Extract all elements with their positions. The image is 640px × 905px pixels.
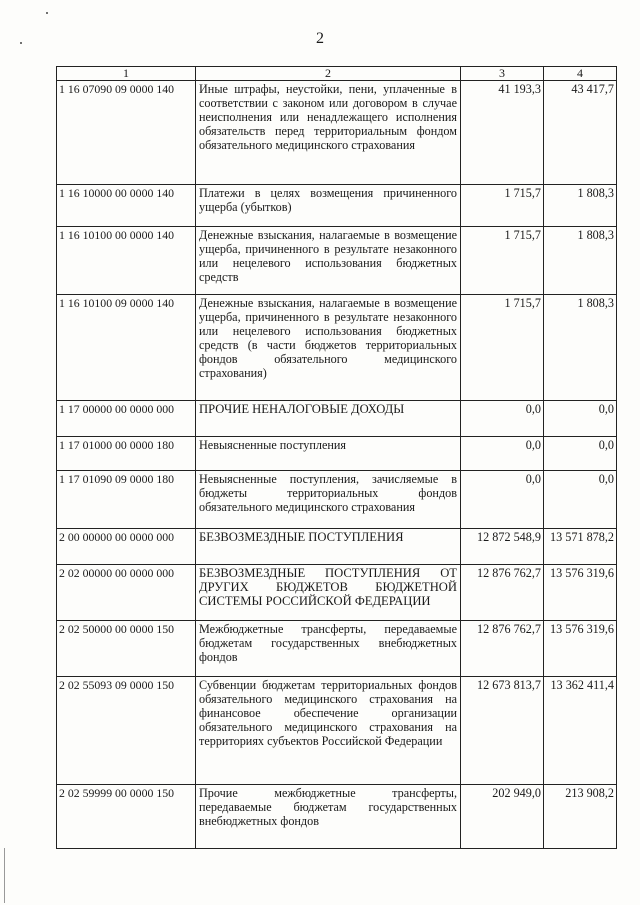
- row-name: Иные штрафы, неустойки, пени, уплаченные в соответствии с законом или договором в случае неисполнения или ненадлежащего исполнения обязательств перед территориальным фондом обязательного медицинского страхования: [196, 81, 461, 185]
- row-value-4: 0,0: [544, 471, 617, 529]
- table-row: [57, 471, 617, 529]
- row-value-4: 1 808,3: [544, 185, 617, 227]
- row-code: 2 02 50000 00 0000 150: [57, 621, 196, 677]
- header-cell: 4: [544, 67, 617, 81]
- row-value-4: 13 571 878,2: [544, 529, 617, 565]
- row-name: Денежные взыскания, налагаемые в возмещение ущерба, причиненного в результате незаконного или нецелевого использования бюджетных средств (в части бюджетов территориальных фондов обязательного медицинского страхования): [196, 295, 461, 401]
- header-row: [57, 67, 617, 81]
- table-row: [57, 227, 617, 295]
- row-code: 1 17 01000 00 0000 180: [57, 437, 196, 471]
- row-code: 2 00 00000 00 0000 000: [57, 529, 196, 565]
- header-cell: 3: [461, 67, 544, 81]
- row-name: Денежные взыскания, налагаемые в возмещение ущерба, причиненного в результате незаконного или нецелевого использования бюджетных средств: [196, 227, 461, 295]
- row-code: 1 16 10100 00 0000 140: [57, 227, 196, 295]
- row-value-4: 43 417,7: [544, 81, 617, 185]
- row-value-3: 12 872 548,9: [461, 529, 544, 565]
- row-value-3: 41 193,3: [461, 81, 544, 185]
- row-name: Субвенции бюджетам территориальных фондов обязательного медицинского страхования на финансовое обеспечение организации обязательного медицинского страхования на территориях субъектов Российской Федерации: [196, 677, 461, 785]
- row-value-4: 1 808,3: [544, 227, 617, 295]
- table-row: [57, 565, 617, 621]
- row-code: 2 02 55093 09 0000 150: [57, 677, 196, 785]
- table-row: [57, 677, 617, 785]
- page-number: 2: [316, 30, 324, 47]
- header-cell: 2: [196, 67, 461, 81]
- row-value-4: 0,0: [544, 437, 617, 471]
- row-code: 1 16 10100 09 0000 140: [57, 295, 196, 401]
- row-value-4: 13 362 411,4: [544, 677, 617, 785]
- row-code: 1 16 07090 09 0000 140: [57, 81, 196, 185]
- row-name: Невыясненные поступления: [196, 437, 461, 471]
- row-value-4: 0,0: [544, 401, 617, 437]
- scan-speck: [46, 12, 48, 14]
- row-value-4: 213 908,2: [544, 785, 617, 849]
- row-name: БЕЗВОЗМЕЗДНЫЕ ПОСТУПЛЕНИЯ ОТ ДРУГИХ БЮДЖЕТОВ БЮДЖЕТНОЙ СИСТЕМЫ РОССИЙСКОЙ ФЕДЕРАЦИИ: [196, 565, 461, 621]
- row-value-3: 0,0: [461, 471, 544, 529]
- row-code: 1 17 01090 09 0000 180: [57, 471, 196, 529]
- row-value-3: 1 715,7: [461, 295, 544, 401]
- row-value-4: 13 576 319,6: [544, 621, 617, 677]
- row-name: Межбюджетные трансферты, передаваемые бюджетам государственных внебюджетных фондов: [196, 621, 461, 677]
- table-row: [57, 81, 617, 185]
- table-row: [57, 401, 617, 437]
- table-row: [57, 185, 617, 227]
- row-value-3: 12 876 762,7: [461, 565, 544, 621]
- revenue-table: [56, 66, 617, 849]
- table-row: [57, 621, 617, 677]
- row-name: Невыясненные поступления, зачисляемые в бюджеты территориальных фондов обязательного медицинского страхования: [196, 471, 461, 529]
- row-code: 1 16 10000 00 0000 140: [57, 185, 196, 227]
- row-code: 1 17 00000 00 0000 000: [57, 401, 196, 437]
- table-row: [57, 295, 617, 401]
- table-row: [57, 437, 617, 471]
- row-name: БЕЗВОЗМЕЗДНЫЕ ПОСТУПЛЕНИЯ: [196, 529, 461, 565]
- row-value-3: 0,0: [461, 437, 544, 471]
- row-value-3: 12 673 813,7: [461, 677, 544, 785]
- table-row: [57, 785, 617, 849]
- row-value-3: 12 876 762,7: [461, 621, 544, 677]
- row-value-3: 1 715,7: [461, 227, 544, 295]
- row-value-3: 0,0: [461, 401, 544, 437]
- row-name: Платежи в целях возмещения причиненного ущерба (убытков): [196, 185, 461, 227]
- row-code: 2 02 00000 00 0000 000: [57, 565, 196, 621]
- row-value-3: 1 715,7: [461, 185, 544, 227]
- scan-margin-line: [4, 848, 5, 903]
- row-name: ПРОЧИЕ НЕНАЛОГОВЫЕ ДОХОДЫ: [196, 401, 461, 437]
- header-cell: 1: [57, 67, 196, 81]
- row-name: Прочие межбюджетные трансферты, передаваемые бюджетам государственных внебюджетных фондов: [196, 785, 461, 849]
- row-value-4: 1 808,3: [544, 295, 617, 401]
- table-row: [57, 529, 617, 565]
- row-code: 2 02 59999 00 0000 150: [57, 785, 196, 849]
- row-value-4: 13 576 319,6: [544, 565, 617, 621]
- row-value-3: 202 949,0: [461, 785, 544, 849]
